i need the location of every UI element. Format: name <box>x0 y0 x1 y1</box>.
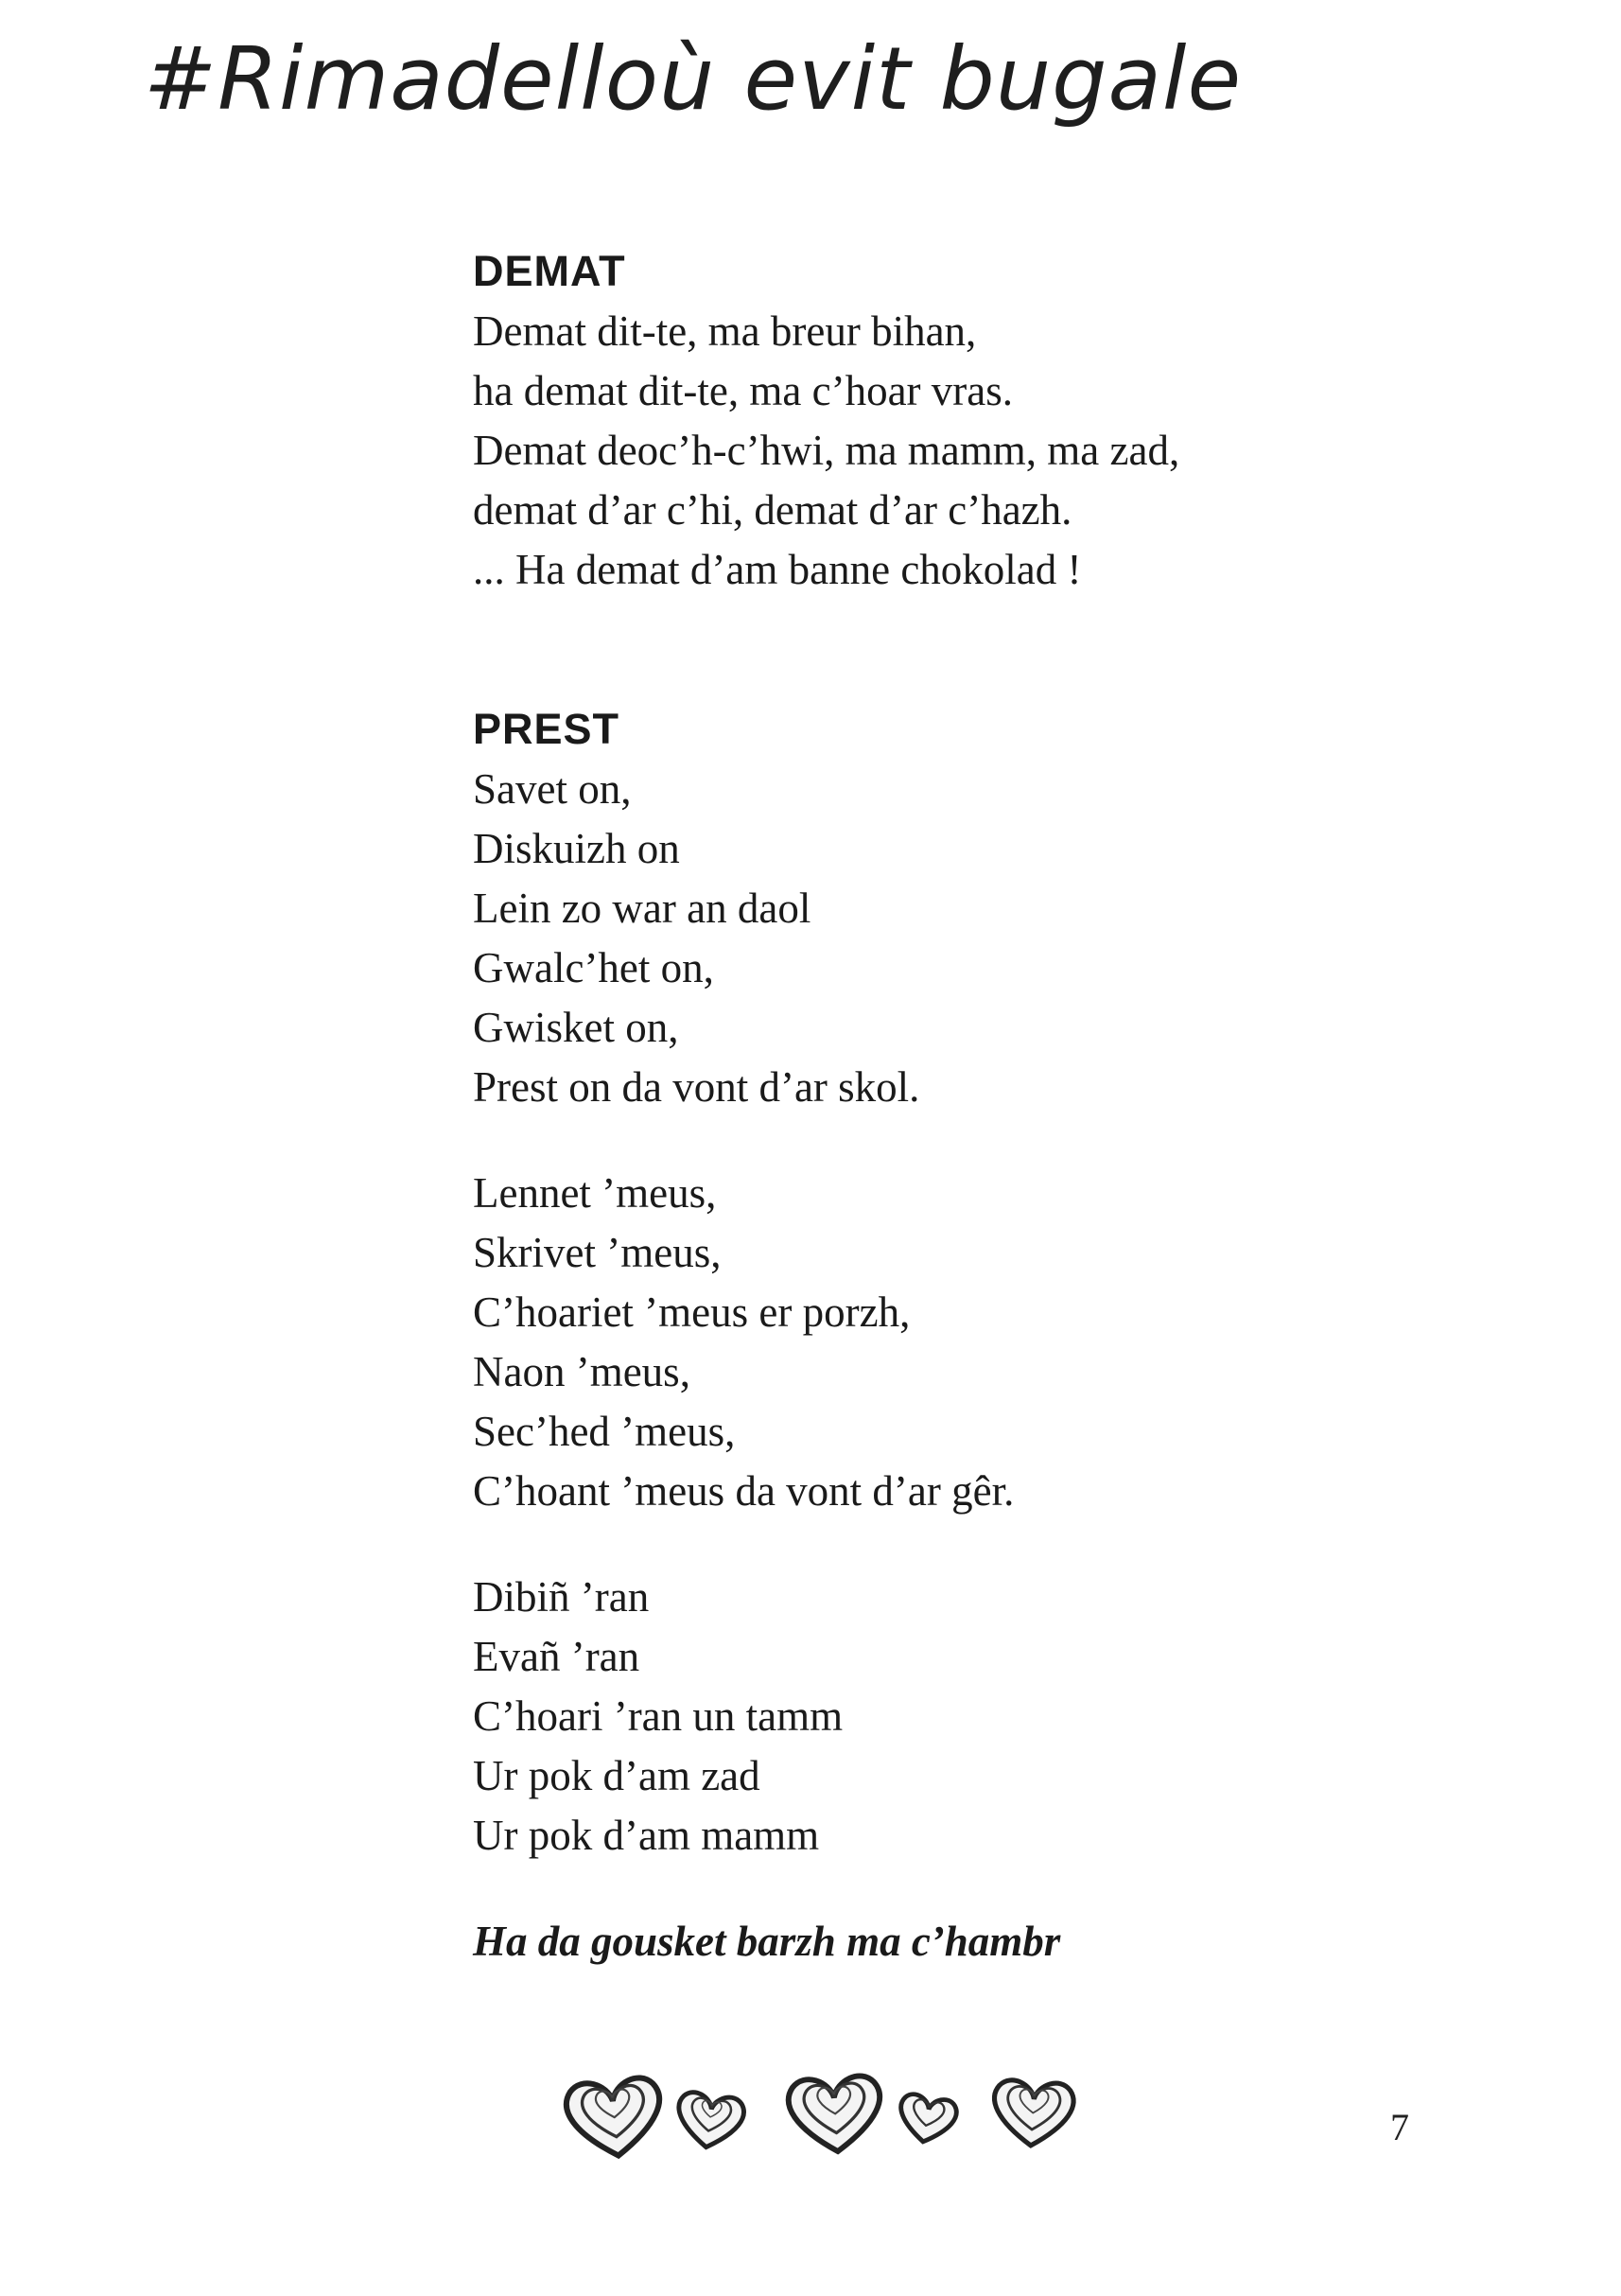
poem-line: C’hoariet ’meus er porzh, <box>473 1288 911 1336</box>
heart-icon <box>565 2076 665 2160</box>
poem-line: ... Ha demat d’am banne chokolad ! <box>473 546 1082 593</box>
poem-line: Ur pok d’am zad <box>473 1752 760 1799</box>
poem-line: C’hoant ’meus da vont d’ar gêr. <box>473 1467 1015 1515</box>
hearts-decoration <box>549 2039 1116 2162</box>
poem-line: Demat dit-te, ma breur bihan, <box>473 307 977 355</box>
stanza <box>473 1568 1419 1866</box>
poem-line: Evañ ’ran <box>473 1633 640 1680</box>
stanza <box>473 760 1419 1117</box>
page-title: #Rimadelloù evit bugale <box>144 28 1243 130</box>
poem-prest <box>473 699 1419 1972</box>
poem-line: Savet on, <box>473 765 632 813</box>
heart-icon <box>896 2093 958 2147</box>
poem-demat <box>473 241 1419 600</box>
poem-line: Skrivet ’meus, <box>473 1229 722 1276</box>
poem-line: Gwalc’het on, <box>473 944 714 991</box>
heart-icon <box>787 2075 883 2154</box>
poem-line: Diskuizh on <box>473 825 680 872</box>
poem-line: Naon ’meus, <box>473 1348 690 1395</box>
poem-line: Gwisket on, <box>473 1004 679 1051</box>
poem-line: Sec’hed ’meus, <box>473 1408 736 1455</box>
poem-line: Ur pok d’am mamm <box>473 1812 820 1859</box>
poem-line: C’hoari ’ran un tamm <box>473 1692 844 1740</box>
poem-line: Prest on da vont d’ar skol. <box>473 1063 920 1111</box>
poem-line: Lennet ’meus, <box>473 1169 717 1217</box>
poem-title: PREST <box>473 705 620 753</box>
stanza <box>473 302 1419 600</box>
closing-line: Ha da gousket barzh ma c’hambr <box>473 1918 1061 1965</box>
heart-icon <box>674 2091 746 2152</box>
poem-content <box>473 241 1419 1972</box>
heart-icon <box>991 2079 1074 2148</box>
stanza <box>473 1164 1419 1521</box>
poem-line: Lein zo war an daol <box>473 885 811 932</box>
poem-line: Dibiñ ’ran <box>473 1573 650 1621</box>
page-number: 7 <box>1390 2106 1409 2148</box>
poem-line: ha demat dit-te, ma c’hoar vras. <box>473 367 1014 414</box>
poem-title: DEMAT <box>473 247 626 295</box>
poem-line: demat d’ar c’hi, demat d’ar c’hazh. <box>473 486 1072 534</box>
poem-line: Demat deoc’h-c’hwi, ma mamm, ma zad, <box>473 427 1180 474</box>
